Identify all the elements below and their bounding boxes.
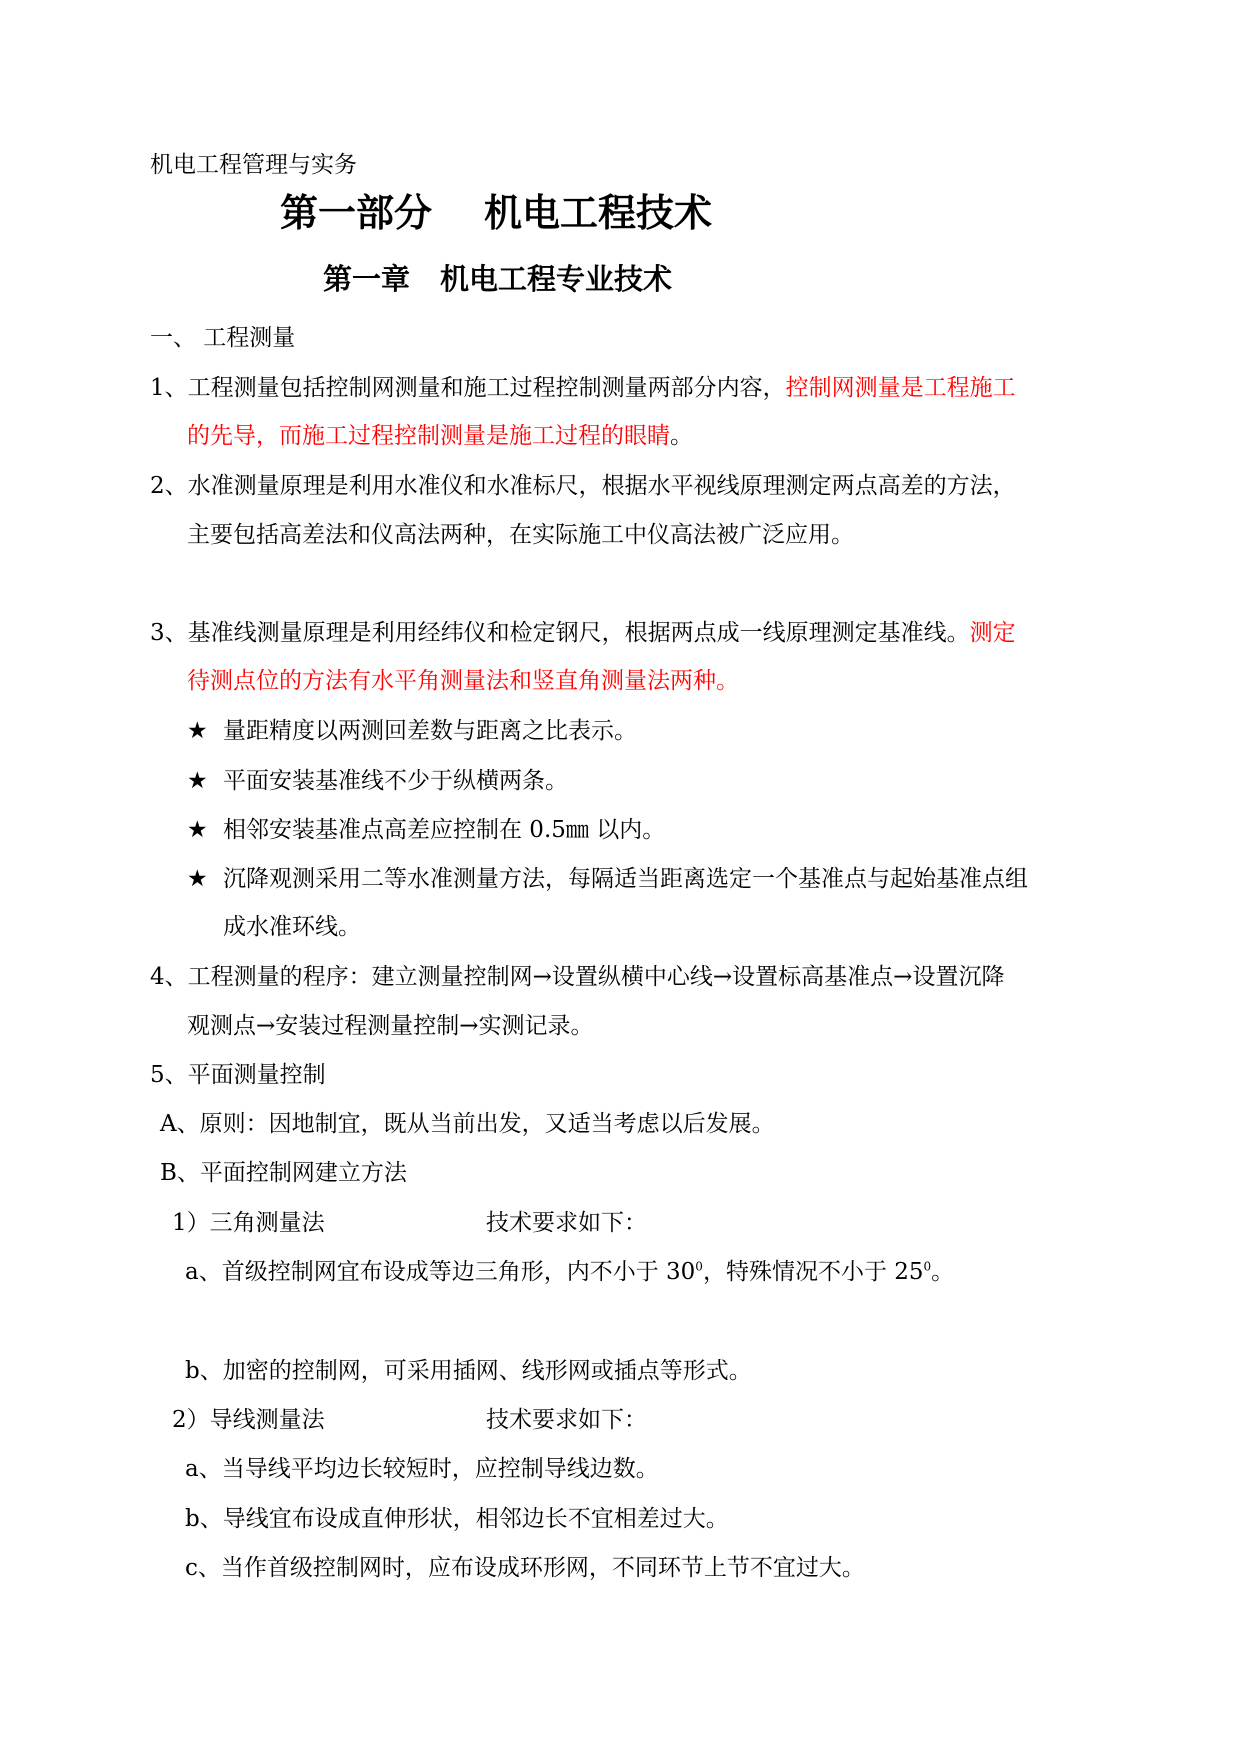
item-3-line-1 — [150, 618, 1016, 648]
item-3-emphasis: 测定 — [969, 620, 1016, 646]
item-1-line-1 — [150, 373, 1016, 403]
chapter-title: 机电工程专业技术 — [440, 262, 673, 296]
item-1-line-2 — [187, 421, 693, 451]
part-title: 机电工程技术 — [484, 191, 713, 235]
item-4-line-1: 4、工程测量的程序：建立测量控制网→设置纵横中心线→设置标高基准点→设置沉降 — [150, 964, 1005, 990]
star-item-text: 量距精度以两测回差数与距离之比表示。 — [223, 718, 637, 744]
tri-a-end: 。 — [931, 1259, 955, 1285]
chapter-heading — [323, 261, 672, 297]
item-3-line-2: 待测点位的方法有水平角测量法和竖直角测量法两种。 — [187, 668, 739, 694]
item-2-line-2: 主要包括高差法和仪高法两种，在实际施工中仪高法被广泛应用。 — [187, 522, 854, 548]
degree-mark: 0 — [923, 1259, 932, 1274]
item-2-line-1: 2、水准测量原理是利用水准仪和水准标尺，根据水平视线原理测定两点高差的方法， — [150, 473, 1016, 499]
item-1-end: 。 — [670, 423, 693, 449]
principle-a: A、原则：因地制宜，既从当前出发，又适当考虑以后发展。 — [160, 1111, 775, 1137]
star-item-text: 相邻安装基准点高差应控制在 0.5㎜ 以内。 — [223, 817, 666, 843]
triangulation-a — [185, 1257, 954, 1287]
item-1-emphasis-cont: 的先导，而施工过程控制测量是施工过程的眼睛 — [187, 423, 670, 449]
document-header: 机电工程管理与实务 — [150, 152, 357, 178]
traverse-req: 技术要求如下： — [486, 1407, 647, 1433]
section-heading: 一、 工程测量 — [150, 325, 296, 351]
star-item-text: 沉降观测采用二等水准测量方法，每隔适当距离选定一个基准点与起始基准点组 — [223, 866, 1028, 892]
method-triangulation: 1）三角测量法 — [172, 1210, 325, 1236]
degree-mark: 0 — [695, 1259, 703, 1274]
star-item-1 — [187, 716, 637, 746]
traverse-a: a、当导线平均边长较短时，应控制导线边数。 — [185, 1456, 659, 1482]
triangulation-req: 技术要求如下： — [486, 1210, 647, 1236]
chapter-label: 第一章 — [323, 262, 411, 296]
part-label: 第一部分 — [280, 191, 433, 235]
star-icon: ★ — [187, 866, 208, 892]
part-heading — [280, 190, 712, 236]
star-icon: ★ — [187, 768, 208, 794]
star-icon: ★ — [187, 817, 208, 843]
item-4-line-2: 观测点→安装过程测量控制→实测记录。 — [187, 1013, 594, 1039]
star-icon: ★ — [187, 718, 208, 744]
traverse-c: c、当作首级控制网时，应布设成环形网，不同环节上节不宜过大。 — [185, 1555, 865, 1581]
method-traverse: 2）导线测量法 — [172, 1407, 325, 1433]
star-item-text: 平面安装基准线不少于纵横两条。 — [223, 768, 568, 794]
traverse-b: b、导线宜布设成直伸形状，相邻边长不宜相差过大。 — [185, 1506, 729, 1532]
tri-a-text: a、首级控制网宜布设成等边三角形，内不小于 30 — [185, 1259, 696, 1285]
item-1-emphasis: 控制网测量是工程施工 — [785, 375, 1016, 401]
item-3-text: 3、基准线测量原理是利用经纬仪和检定钢尺，根据两点成一线原理测定基准线。 — [150, 620, 970, 646]
star-item-4-cont: 成水准环线。 — [223, 914, 361, 940]
star-item-4 — [187, 864, 1028, 894]
tri-a-text-2: ，特殊情况不小于 25 — [702, 1259, 924, 1285]
triangulation-b: b、加密的控制网，可采用插网、线形网或插点等形式。 — [185, 1358, 752, 1384]
item-5: 5、平面测量控制 — [150, 1062, 326, 1088]
star-item-3 — [187, 815, 665, 845]
star-item-2 — [187, 766, 568, 796]
item-1-text: 1、工程测量包括控制网测量和施工过程控制测量两部分内容， — [150, 375, 786, 401]
method-b: B、平面控制网建立方法 — [160, 1160, 407, 1186]
